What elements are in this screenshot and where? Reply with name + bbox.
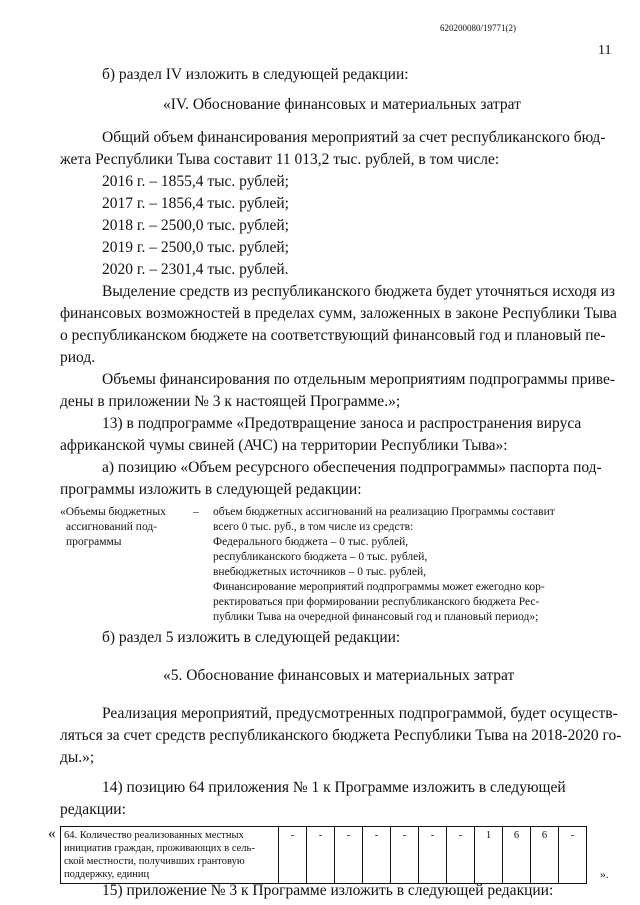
row-label-line: поддержку, единиц [64,869,150,880]
paragraph-line: финансовых возможностей в пределах сумм, заложенных в законе Республики Тыва [60,305,617,322]
table-close-quote: ». [600,869,609,881]
paragraph-line: жета Республики Тыва составит 11 013,2 тыс. рублей, в том числе: [60,151,500,168]
value-cell: - [419,827,447,884]
year-line-2020: 2020 г. – 2301,4 тыс. рублей. [102,261,289,278]
year-line-2016: 2016 г. – 1855,4 тыс. рублей; [102,173,289,190]
paragraph-line: о республиканском бюджете на соответствующий финансовый год и плановый пе- [60,327,606,344]
year-line-2017: 2017 г. – 1856,4 тыс. рублей; [102,195,289,212]
value-cell: - [447,827,475,884]
item-13a-line: а) позицию «Объем ресурсного обеспечения подпрограммы» паспорта под- [102,459,602,476]
passport-dash: – [193,506,199,518]
position-64-table [60,826,587,884]
paragraph-line: Выделение средств из республиканского бюджета будет уточняться исходя из [102,283,616,300]
year-line-2018: 2018 г. – 2500,0 тыс. рублей; [102,217,289,234]
passport-value-line: ректироваться при формировании республиканского бюджета Рес- [213,596,540,608]
value-cell: 6 [503,827,531,884]
value-cell: - [307,827,335,884]
passport-value-line: всего 0 тыс. руб., в том числе из средств: [213,521,414,533]
year-line-2019: 2019 г. – 2500,0 тыс. рублей; [102,239,289,256]
paragraph-line: ляться за счет средств республиканского бюджета Республики Тыва на 2018-2020 го- [60,727,622,744]
value-cell: - [363,827,391,884]
value-cell: - [279,827,307,884]
document-id: 620200080/19771(2) [440,23,516,33]
row-label-line: ской местности, получивших грантовую [64,856,245,867]
value-cell: - [335,827,363,884]
item-14-line: редакции: [60,801,126,818]
row-label-line: инициатив граждан, проживающих в сель- [64,843,255,854]
paragraph-line: Общий объем финансирования мероприятий за счет республиканского бюд- [102,129,606,146]
value-cell: 6 [531,827,559,884]
table-row [61,827,587,884]
value-cell: - [391,827,419,884]
value-cell: 1 [475,827,503,884]
section-5-intro: б) раздел 5 изложить в следующей редакции: [102,629,401,646]
table-open-quote: « [48,825,56,842]
item-13-line: 13) в подпрограмме «Предотвращение заноса и распространения вируса [102,415,582,432]
passport-value-line: публики Тыва на очередной финансовый год и плановый период»; [213,611,539,623]
section-5-heading: «5. Обоснование финансовых и материальных затрат [163,667,515,684]
passport-value-line: внебюджетных источников – 0 тыс. рублей, [213,566,427,578]
passport-value-line: Федерального бюджета – 0 тыс. рублей, [213,536,409,548]
passport-label-line: «Объемы бюджетных [60,506,166,518]
value-cell: - [559,827,587,884]
item-13a-line: программы изложить в следующей редакции: [60,481,362,498]
paragraph-line: Реализация мероприятий, предусмотренных подпрограммой, будет осуществ- [102,705,618,722]
page-number: 11 [598,43,612,58]
passport-value-line: объем бюджетных ассигнований на реализацию Программы составит [213,506,555,518]
paragraph-line: дены в приложении № 3 к настоящей Программе.»; [60,393,401,410]
row-label-cell [61,827,279,884]
passport-label-line: ассигнований под- [66,521,158,533]
passport-value-line: республиканского бюджета – 0 тыс. рублей, [213,551,428,563]
item-15-line: 15) приложение № 3 к Программе изложить в следующей редакции: [102,882,554,899]
passport-label-line: программы [66,536,122,548]
row-label-line: 64. Количество реализованных местных [64,830,244,841]
passport-value-line: Финансирование мероприятий подпрограммы может ежегодно кор- [213,581,545,593]
item-13-line: африканской чумы свиней (АЧС) на территории Республики Тыва»: [60,437,508,454]
paragraph-line: риод. [60,349,96,366]
item-14-line: 14) позицию 64 приложения № 1 к Программе изложить в следующей [102,779,566,796]
paragraph-line: Объемы финансирования по отдельным мероприятиям подпрограммы приве- [102,371,616,388]
paragraph-line: ды.»; [60,749,95,766]
section-iv-heading: «IV. Обоснование финансовых и материальных затрат [163,96,521,113]
section-b4-intro: б) раздел IV изложить в следующей редакции: [102,66,409,83]
